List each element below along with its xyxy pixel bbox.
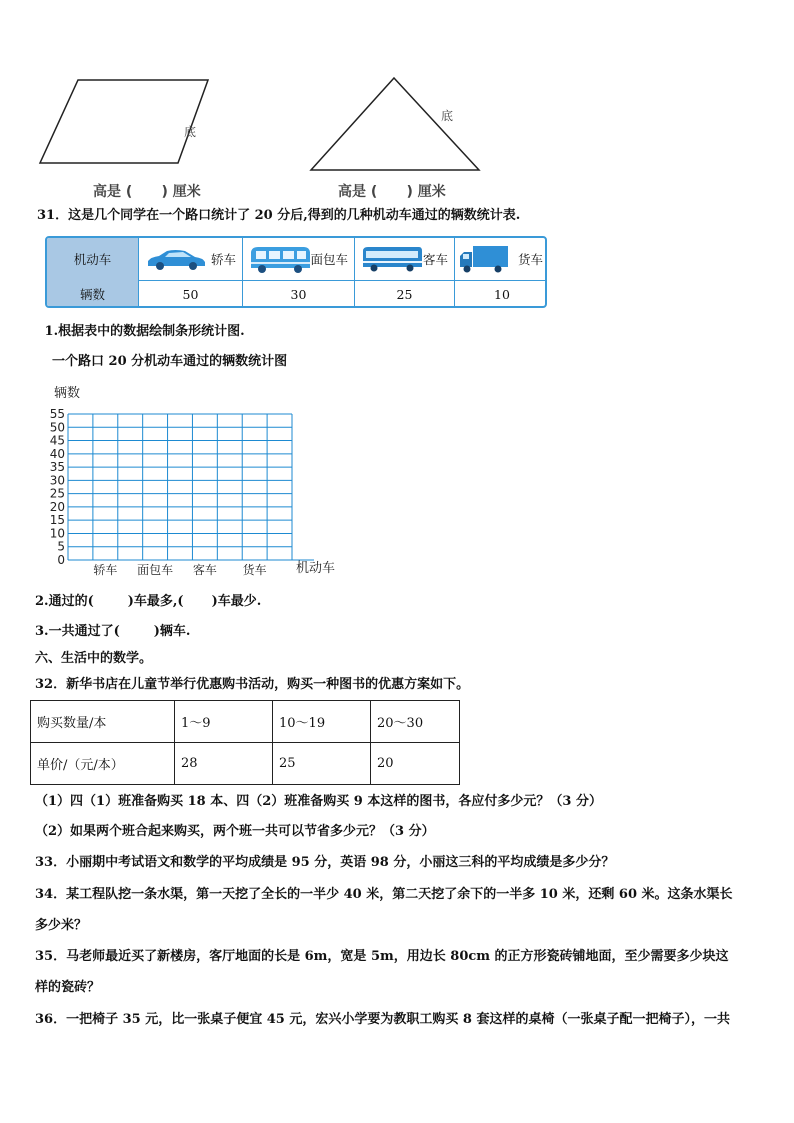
price-table xyxy=(30,700,460,785)
chart-category-label: 客车 xyxy=(192,563,217,577)
chart-y-tick-label: 25 xyxy=(49,486,65,501)
q31-task2-part-a: 2.通过的( xyxy=(35,594,94,609)
chart-y-axis-label: 辆数 xyxy=(54,386,81,401)
q35-line1: 35．马老师最近买了新楼房，客厅地面的长是 6m，宽是 5m，用边长 80cm 的正方形瓷砖铺地面，至少需要多少块这 xyxy=(35,949,729,964)
chart-y-tick-label: 50 xyxy=(49,420,65,435)
vehicle-count-van: 30 xyxy=(243,280,355,308)
chart-x-axis-label: 机动车 xyxy=(296,561,336,576)
q32-prompt: 32．新华书店在儿童节举行优惠购书活动，购买一种图书的优惠方案如下。 xyxy=(35,677,470,692)
chart-y-tick-label: 55 xyxy=(49,407,65,421)
chart-y-tick-label: 10 xyxy=(49,526,65,541)
vehicle-name-car: 轿车 xyxy=(210,252,236,267)
vehicle-table-header-label: 机动车 xyxy=(47,238,139,280)
q31-task1: 1.根据表中的数据绘制条形统计图. xyxy=(40,324,245,339)
chart-category-label: 面包车 xyxy=(137,563,174,577)
price-table-cell: 单价/（元/本） xyxy=(31,743,175,785)
triangle-height-caption: 高是 ( ) 厘米 xyxy=(338,184,446,200)
parallelogram-height-caption: 高是 ( ) 厘米 xyxy=(93,184,201,200)
vehicle-count-bus: 25 xyxy=(355,280,455,308)
vehicle-bus-cell xyxy=(355,238,455,280)
price-table-row xyxy=(31,743,460,785)
triangle-shape xyxy=(311,78,479,170)
vehicle-name-truck: 货车 xyxy=(517,252,543,267)
q34-line2: 多少米？ xyxy=(35,918,88,933)
bar-chart xyxy=(40,380,350,580)
price-table-row xyxy=(31,701,460,743)
price-table-cell: 10～19 xyxy=(273,701,371,743)
chart-y-tick-label: 0 xyxy=(57,553,65,567)
chart-y-tick-label: 30 xyxy=(49,473,65,488)
chart-title: 一个路口 20 分机动车通过的辆数统计图 xyxy=(52,354,288,369)
price-table-cell: 20 xyxy=(371,743,460,785)
q31-task2-part-b: )车最多,( xyxy=(127,594,184,609)
truck-icon xyxy=(458,244,510,274)
q32-sub2: （2）如果两个班合起来购买，两个班一共可以节省多少元？（3 分） xyxy=(35,824,435,839)
car-icon xyxy=(145,247,207,271)
chart-grid xyxy=(68,414,314,560)
q34-line1: 34．某工程队挖一条水渠，第一天挖了全长的一半少 40 米，第二天挖了余下的一半多 10 米，还剩 60 米。这条水渠长 xyxy=(35,887,733,902)
q31-prompt: 31．这是几个同学在一个路口统计了 20 分后,得到的几种机动车通过的辆数统计表. xyxy=(37,208,521,223)
chart-y-tick-label: 15 xyxy=(49,513,65,528)
chart-y-tick-label: 35 xyxy=(49,460,65,475)
vehicle-car-cell xyxy=(139,238,243,280)
bus-icon xyxy=(361,245,423,273)
price-table-cell: 25 xyxy=(273,743,371,785)
vehicle-truck-cell xyxy=(455,238,547,280)
q36-line1: 36．一把椅子 35 元，比一张桌子便宜 45 元，宏兴小学要为教职工购买 8 套这样的桌椅（一张桌子配一把椅子），一共 xyxy=(35,1012,730,1027)
q31-task3 xyxy=(35,624,190,640)
chart-category-label: 货车 xyxy=(242,563,267,577)
q35-line2: 样的瓷砖？ xyxy=(35,980,101,995)
q31-task2 xyxy=(35,594,261,610)
chart-y-tick-label: 45 xyxy=(49,433,65,448)
vehicle-name-bus: 客车 xyxy=(422,252,448,267)
vehicle-table-count-label: 辆数 xyxy=(47,280,139,308)
vehicle-count-table xyxy=(45,236,547,308)
vehicle-van-cell xyxy=(243,238,355,280)
vehicle-table-header-row xyxy=(47,238,545,281)
van-icon xyxy=(248,244,312,274)
chart-y-tick-label: 5 xyxy=(57,539,65,554)
vehicle-count-truck: 10 xyxy=(494,286,510,302)
q31-task3-part-b: )辆车. xyxy=(153,624,191,639)
q31-task3-part-a: 3.一共通过了( xyxy=(35,624,120,639)
geometry-figures xyxy=(30,70,490,180)
chart-y-tick-label: 40 xyxy=(49,446,65,461)
parallelogram-shape xyxy=(40,80,208,163)
chart-y-ticks xyxy=(50,407,65,567)
chart-y-tick-label: 20 xyxy=(49,499,65,514)
chart-x-categories xyxy=(93,562,266,577)
section-6-heading: 六、生活中的数学。 xyxy=(35,651,153,666)
parallelogram-base-label: 底 xyxy=(184,125,197,139)
chart-category-label: 轿车 xyxy=(93,563,118,577)
price-table-cell: 购买数量/本 xyxy=(31,701,175,743)
vehicle-count-car: 50 xyxy=(139,280,243,308)
triangle-base-label: 底 xyxy=(441,109,454,123)
vehicle-name-van: 面包车 xyxy=(310,252,348,267)
vehicle-table-count-row xyxy=(47,280,545,308)
q33: 33．小丽期中考试语文和数学的平均成绩是 95 分，英语 98 分，小丽这三科的平均成绩是多少分？ xyxy=(35,855,615,870)
price-table-cell: 20～30 xyxy=(371,701,460,743)
price-table-cell: 28 xyxy=(175,743,273,785)
q32-sub1: （1）四（1）班准备购买 18 本、四（2）班准备购买 9 本这样的图书，各应付多少元？（3 分） xyxy=(35,794,602,809)
q31-task2-part-c: )车最少. xyxy=(211,594,262,609)
price-table-cell: 1～9 xyxy=(175,701,273,743)
